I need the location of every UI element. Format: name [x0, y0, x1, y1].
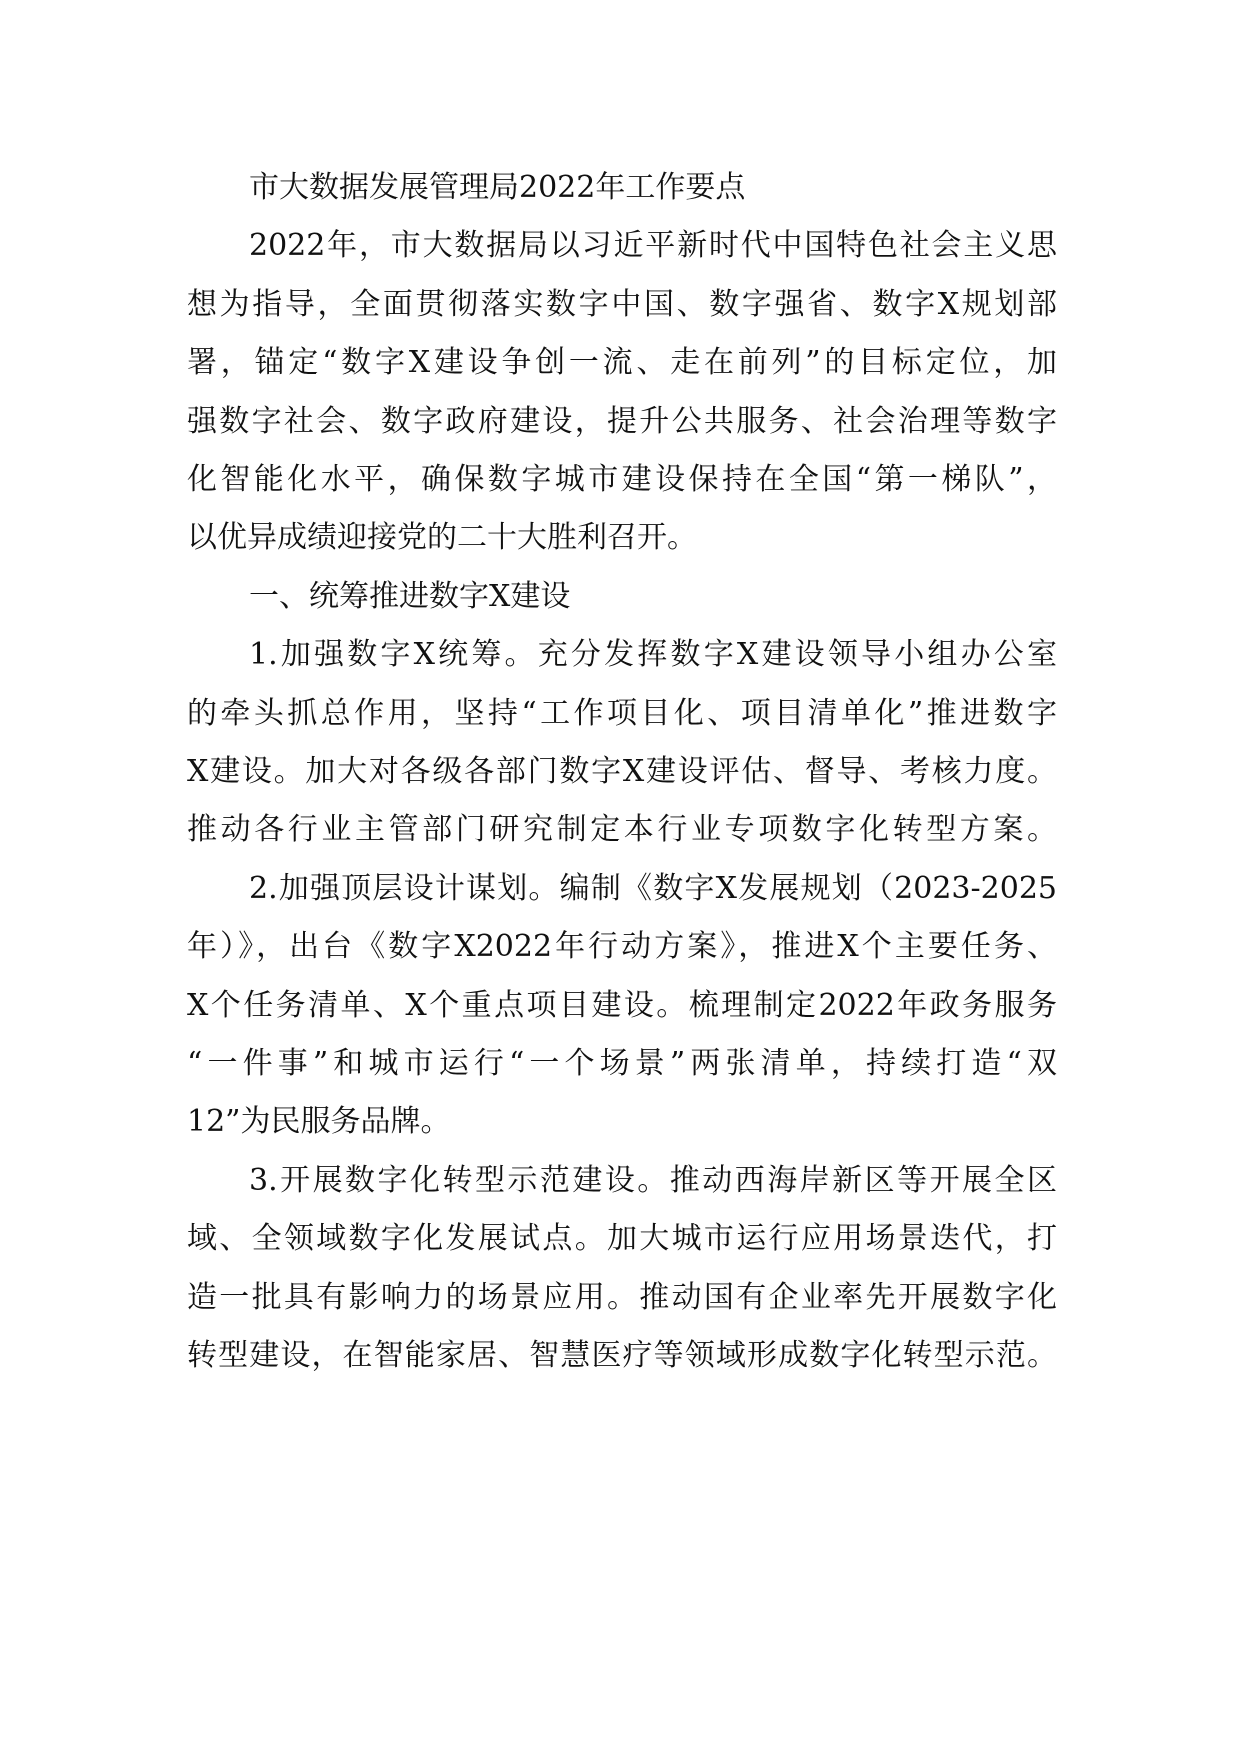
- item3-line: 3.开展数字化转型示范建设。推动西海岸新区等开展全区: [249, 1163, 1057, 1198]
- item3-line: 域、全领域数字化发展试点。加大城市运行应用场景迭代，打: [187, 1221, 1057, 1256]
- intro-line: 署，锚定“数字X建设争创一流、走在前列”的目标定位，加: [187, 345, 1057, 380]
- item3-line: 转型建设，在智能家居、智慧医疗等领域形成数字化转型示范。: [187, 1338, 1057, 1373]
- item2-line: “一件事”和城市运行“一个场景”两张清单，持续打造“双: [187, 1046, 1057, 1081]
- item2-line: X个任务清单、X个重点项目建设。梳理制定2022年政务服务: [187, 988, 1057, 1023]
- document-title: 市大数据发展管理局2022年工作要点: [249, 170, 746, 205]
- item3-line: 造一批具有影响力的场景应用。推动国有企业率先开展数字化: [187, 1280, 1057, 1315]
- item1-line: X建设。加大对各级各部门数字X建设评估、督导、考核力度。: [187, 754, 1057, 789]
- intro-line: 想为指导，全面贯彻落实数字中国、数字强省、数字X规划部: [187, 287, 1057, 322]
- item1-line: 推动各行业主管部门研究制定本行业专项数字化转型方案。: [187, 812, 1057, 847]
- item2-line: 12”为民服务品牌。: [187, 1104, 451, 1139]
- section-heading: 一、统筹推进数字X建设: [249, 579, 571, 614]
- intro-line: 强数字社会、数字政府建设，提升公共服务、社会治理等数字: [187, 404, 1057, 439]
- intro-line: 2022年，市大数据局以习近平新时代中国特色社会主义思: [249, 228, 1057, 263]
- item2-line: 2.加强顶层设计谋划。编制《数字X发展规划（2023-2025: [249, 871, 1057, 906]
- intro-line: 化智能化水平，确保数字城市建设保持在全国“第一梯队”，: [187, 462, 1057, 497]
- item2-line: 年）》，出台《数字X2022年行动方案》，推进X个主要任务、: [187, 929, 1057, 964]
- intro-line: 以优异成绩迎接党的二十大胜利召开。: [187, 520, 697, 555]
- item1-line: 的牵头抓总作用，坚持“工作项目化、项目清单化”推进数字: [187, 696, 1057, 731]
- item1-line: 1.加强数字X统筹。充分发挥数字X建设领导小组办公室: [249, 637, 1057, 672]
